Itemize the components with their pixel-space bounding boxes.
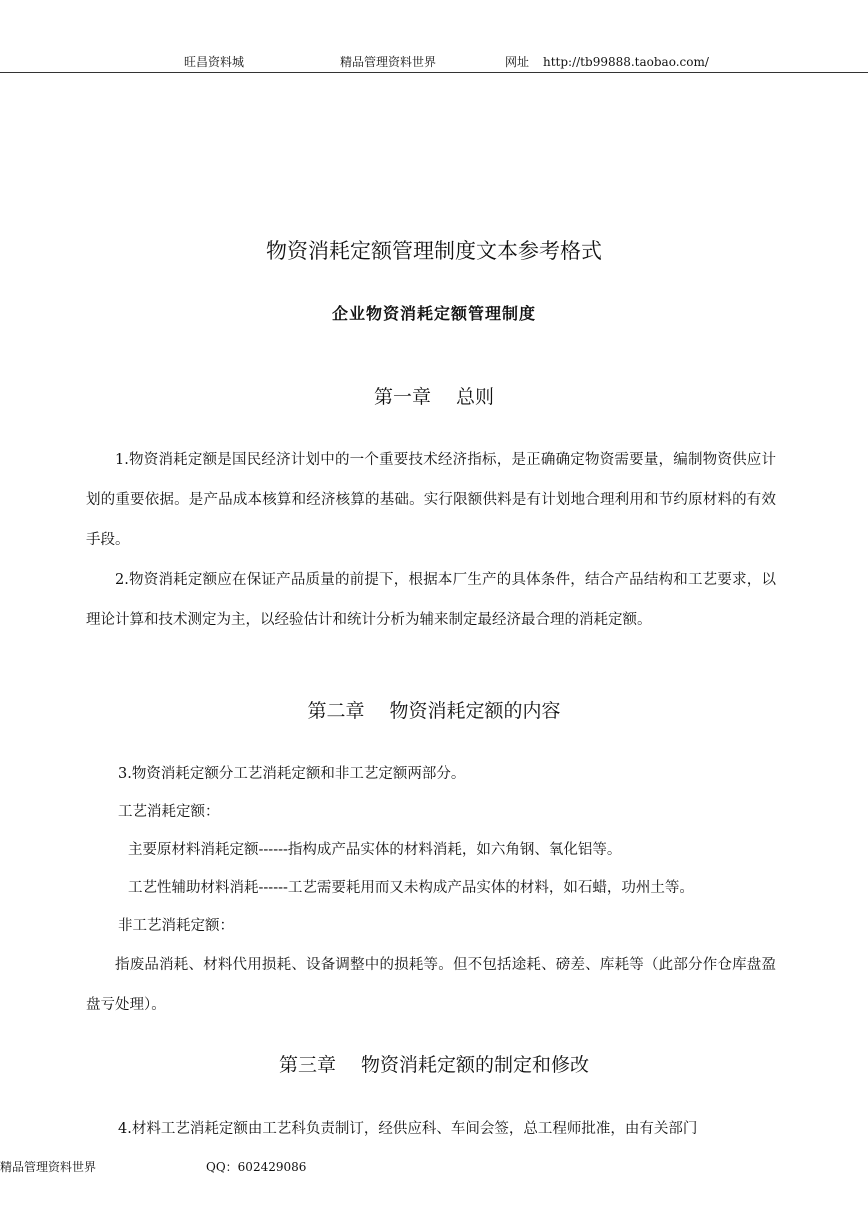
page-footer — [0, 1157, 868, 1177]
text-line: 非工艺消耗定额： — [118, 918, 234, 934]
header-shop-name: 旺昌资料城 — [184, 55, 245, 69]
header-url[interactable]: http://tb99888.taobao.com/ — [543, 55, 709, 69]
chapter-1-body — [86, 440, 776, 640]
header-store-name: 精品管理资料世界 — [340, 55, 437, 69]
document-subtitle: 企业物资消耗定额管理制度 — [331, 304, 536, 323]
chapter-2-heading: 第二章 物资消耗定额的内容 — [307, 700, 561, 722]
footer-store-name: 精品管理资料世界 — [0, 1160, 97, 1174]
text-line: 3.物资消耗定额分工艺消耗定额和非工艺定额两部分。 — [118, 766, 466, 782]
paragraph: 2.物资消耗定额应在保证产品质量的前提下，根据本厂生产的具体条件，结合产品结构和工艺要求，以理论计算和技术测定为主，以经验估计和统计分析为辅来制定最经济最合理的消耗定额。 — [86, 572, 776, 628]
header-url-label: 网址 — [505, 55, 530, 69]
page-header — [0, 52, 868, 72]
footer-qq: QQ：602429086 — [206, 1160, 307, 1174]
paragraph: 1.物资消耗定额是国民经济计划中的一个重要技术经济指标，是正确确定物资需要量，编制物资供应计划的重要依据。是产品成本核算和经济核算的基础。实行限额供料是有计划地合理利用和节约原材料的有效手段。 — [86, 452, 776, 548]
paragraph: 指废品消耗、材料代用损耗、设备调整中的损耗等。但不包括途耗、磅差、库耗等（此部分作仓库盘盈盘亏处理）。 — [86, 957, 776, 1013]
header-divider — [0, 72, 868, 73]
chapter-3-heading: 第三章 物资消耗定额的制定和修改 — [278, 1054, 590, 1076]
document-title: 物资消耗定额管理制度文本参考格式 — [266, 239, 602, 263]
chapter-1-heading: 第一章 总则 — [373, 386, 495, 408]
text-line: 工艺性辅助材料消耗------工艺需要耗用而又未构成产品实体的材料，如石蜡，功州土等。 — [128, 880, 694, 896]
chapter-3-body — [86, 1110, 776, 1148]
text-line: 主要原材料消耗定额------指构成产品实体的材料消耗，如六角钢、氧化铝等。 — [128, 842, 622, 858]
paragraph: 4.材料工艺消耗定额由工艺科负责制订，经供应科、车间会签，总工程师批准，由有关部门 — [118, 1121, 698, 1137]
text-line: 工艺消耗定额： — [118, 804, 220, 820]
chapter-2-body — [86, 755, 776, 1025]
